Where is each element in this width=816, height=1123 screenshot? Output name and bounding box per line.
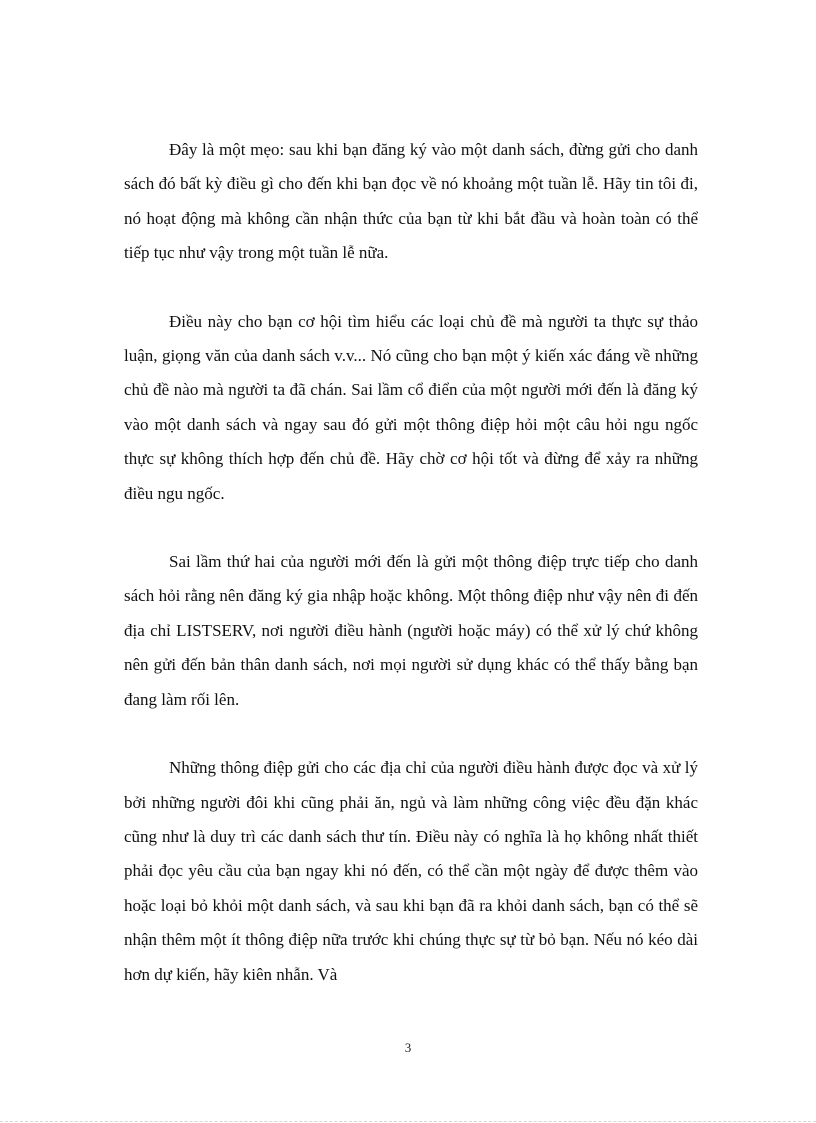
page-number: 3 [404, 1040, 412, 1055]
page-bottom-edge [0, 1121, 816, 1122]
paragraph-2: Điều này cho bạn cơ hội tìm hiểu các loại chủ đề mà người ta thực sự thảo luận, giọng văn của danh sách v.v... Nó cũng cho bạn một ý kiến xác đáng về những chủ đề nào mà người ta đã chán. Sai lầm cổ điển của một người mới đến là đăng ký vào một danh sách và ngay sau đó gửi một thông điệp hỏi một câu hỏi ngu ngốc thực sự không thích hợp đến chủ đề. Hãy chờ cơ hội tốt và đừng để xảy ra những điều ngu ngốc. [124, 311, 698, 503]
paragraph-4: Những thông điệp gửi cho các địa chỉ của người điều hành được đọc và xử lý bởi những người đôi khi cũng phải ăn, ngủ và làm những công việc đều đặn khác cũng như là duy trì các danh sách thư tín. Điều này có nghĩa là họ không nhất thiết phải đọc yêu cầu của bạn ngay khi nó đến, có thể cần một ngày để được thêm vào hoặc loại bỏ khỏi một danh sách, và sau khi bạn đã ra khỏi danh sách, bạn có thể sẽ nhận thêm một ít thông điệp nữa trước khi chúng thực sự từ bỏ bạn. Nếu nó kéo dài hơn dự kiến, hãy kiên nhẫn. Và [124, 758, 698, 984]
body-text [124, 133, 698, 1026]
paragraph-3: Sai lầm thứ hai của người mới đến là gửi một thông điệp trực tiếp cho danh sách hỏi rằng nên đăng ký gia nhập hoặc không. Một thông điệp như vậy nên đi đến địa chỉ LISTSERV, nơi người điều hành (người hoặc máy) có thể xử lý chứ không nên gửi đến bản thân danh sách, nơi mọi người sử dụng khác có thể thấy bằng bạn đang làm rối lên. [124, 552, 698, 709]
paragraph-1: Đây là một mẹo: sau khi bạn đăng ký vào một danh sách, đừng gửi cho danh sách đó bất kỳ điều gì cho đến khi bạn đọc về nó khoảng một tuần lễ. Hãy tin tôi đi, nó hoạt động mà không cần nhận thức của bạn từ khi bắt đầu và hoàn toàn có thể tiếp tục như vậy trong một tuần lễ nữa. [124, 140, 698, 263]
